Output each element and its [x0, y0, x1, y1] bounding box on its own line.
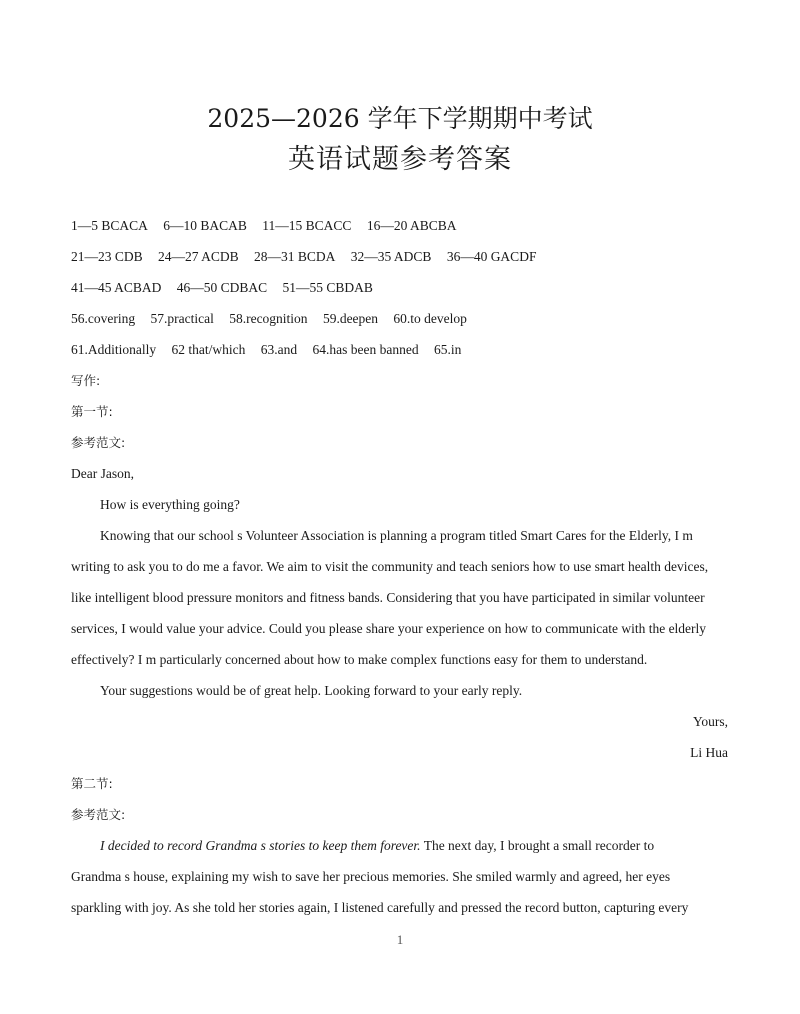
answer-group: 46—50 CDBAC [176, 280, 268, 295]
letter-salutation: Dear Jason, [71, 466, 134, 481]
page-number: 1 [396, 932, 404, 947]
answer-group: 28—31 BCDA [254, 249, 336, 264]
answer-item: 59.deepen [322, 311, 379, 326]
letter-line: writing to ask you to do me a favor. We aim to visit the community and teach seniors how to use smart health devices, [71, 559, 709, 574]
answer-item: 64.has been banned [312, 342, 419, 357]
page-title: 2025—2026 学年下学期期中考试 [207, 104, 593, 133]
story-line [100, 837, 654, 855]
story-line: sparkling with joy. As she told her stories again, I listened carefully and pressed the record button, capturing every [71, 900, 689, 915]
answer-item: 62 that/which [171, 342, 246, 357]
letter-closing: Yours, [692, 714, 728, 729]
answer-group: 1—5 BCACA [71, 218, 148, 233]
answer-group: 36—40 GACDF [446, 249, 537, 264]
answer-row-2 [71, 248, 536, 266]
answer-item: 61.Additionally [71, 342, 157, 357]
answer-group: 32—35 ADCB [350, 249, 432, 264]
answer-group: 11—15 BCACC [262, 218, 352, 233]
letter-line: How is everything going? [100, 497, 240, 512]
story-opening-sentence: I decided to record Grandma s stories to keep them forever. [100, 838, 421, 853]
answer-group: 16—20 ABCBA [366, 218, 457, 233]
answer-row-3 [71, 279, 373, 297]
letter-line: like intelligent blood pressure monitors and fitness bands. Considering that you have participated in similar volunteer [71, 590, 705, 605]
answer-item: 58.recognition [229, 311, 308, 326]
letter-signature: Li Hua [690, 745, 728, 760]
letter-line: services, I would value your advice. Could you please share your experience on how to communicate with the elderly [71, 621, 707, 636]
letter-line: Your suggestions would be of great help. Looking forward to your early reply. [100, 683, 523, 698]
answer-group: 51—55 CBDAB [282, 280, 373, 295]
story-text: The next day, I brought a small recorder to [420, 838, 655, 853]
answer-row-1 [71, 217, 456, 235]
letter-line: effectively? I m particularly concerned about how to make complex functions easy for them to understand. [71, 652, 648, 667]
writing-heading: 写作: [71, 373, 101, 388]
section2-ref-label: 参考范文: [71, 807, 126, 822]
section2-label: 第二节: [71, 776, 113, 791]
answer-group: 24—27 ACDB [158, 249, 239, 264]
page-subtitle: 英语试题参考答案 [288, 144, 512, 175]
answer-row-4 [71, 310, 467, 328]
answer-item: 57.practical [150, 311, 214, 326]
answer-group: 41—45 ACBAD [71, 280, 162, 295]
answer-row-5 [71, 341, 461, 359]
answer-item: 63.and [260, 342, 298, 357]
answer-item: 60.to develop [393, 311, 467, 326]
answer-item: 56.covering [71, 311, 136, 326]
answer-item: 65.in [433, 342, 462, 357]
answer-group: 21—23 CDB [71, 249, 143, 264]
story-line: Grandma s house, explaining my wish to save her precious memories. She smiled warmly and agreed, her eyes [71, 869, 671, 884]
section1-label: 第一节: [71, 404, 113, 419]
letter-line: Knowing that our school s Volunteer Association is planning a program titled Smart Cares for the Elderly, I m [100, 528, 693, 543]
answer-group: 6—10 BACAB [163, 218, 247, 233]
section1-ref-label: 参考范文: [71, 435, 126, 450]
